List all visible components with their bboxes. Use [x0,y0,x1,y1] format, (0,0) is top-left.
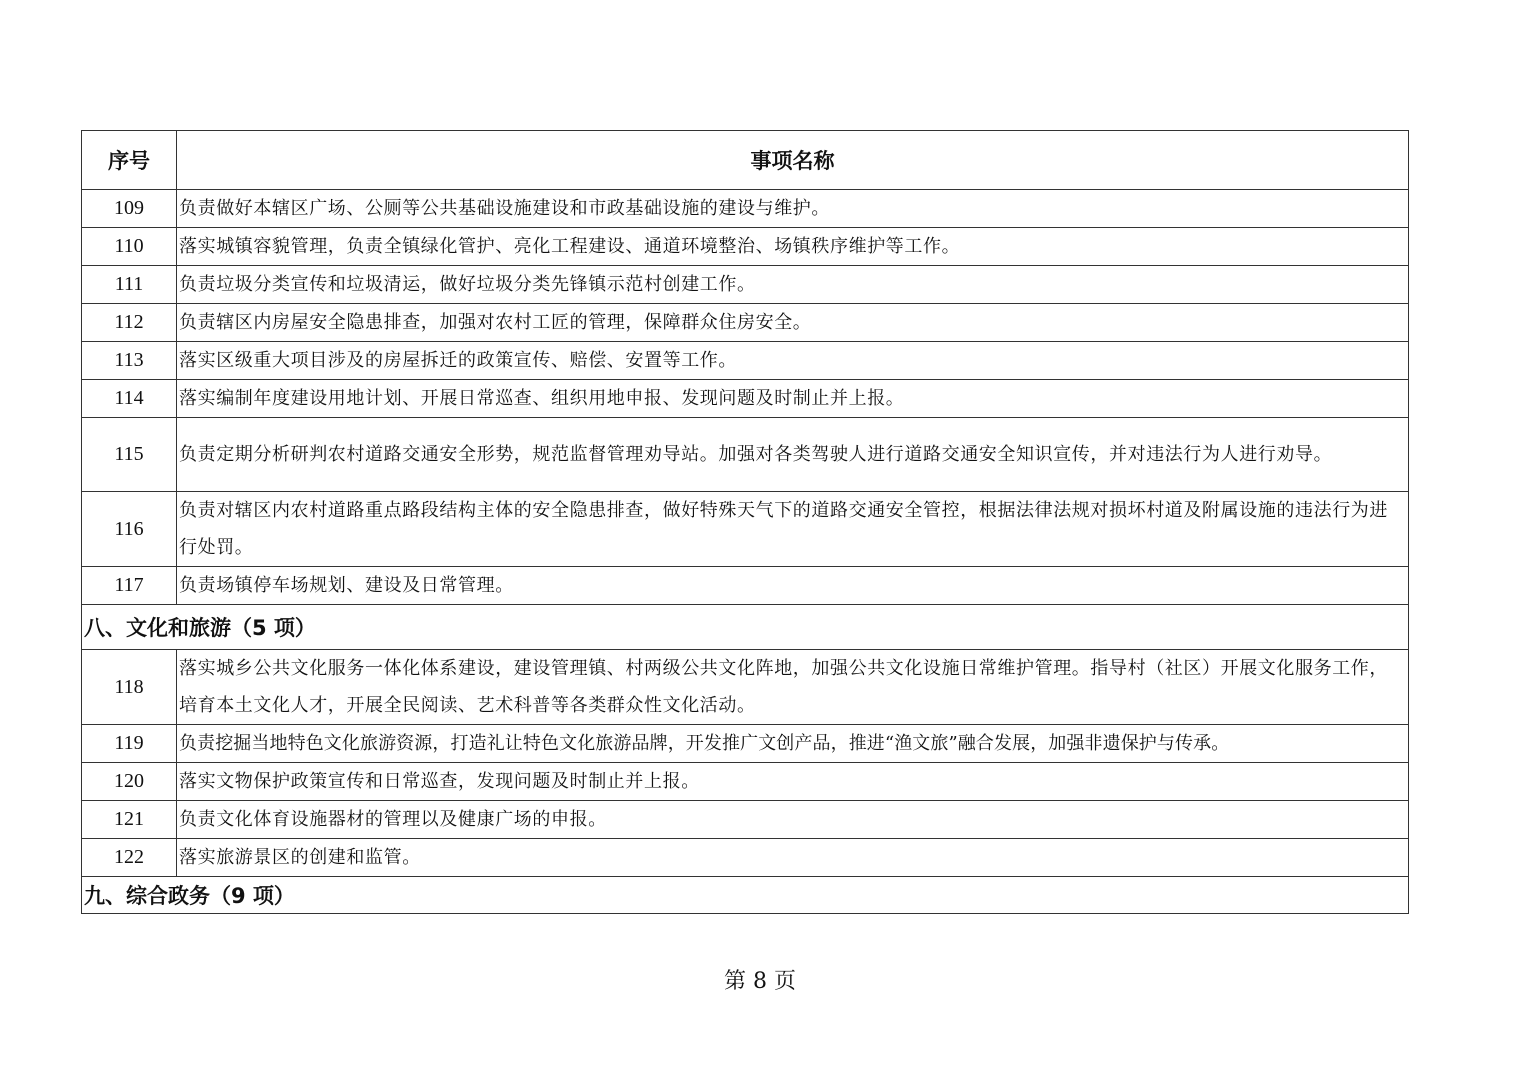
table-row [82,342,1409,380]
row-item-name: 落实区级重大项目涉及的房屋拆迁的政策宣传、赔偿、安置等工作。 [177,342,1409,380]
row-number: 112 [82,304,177,342]
row-item-name: 落实城乡公共文化服务一体化体系建设，建设管理镇、村两级公共文化阵地，加强公共文化设施日常维护管理。指导村（社区）开展文化服务工作，培育本土文化人才，开展全民阅读、艺术科普等各类群众性文化活动。 [177,650,1409,725]
row-item-name: 负责文化体育设施器材的管理以及健康广场的申报。 [177,801,1409,839]
table-row [82,650,1409,725]
table-row [82,567,1409,605]
row-number: 109 [82,190,177,228]
table-row [82,801,1409,839]
row-number: 121 [82,801,177,839]
table-row [82,725,1409,763]
row-item-name: 落实文物保护政策宣传和日常巡查，发现问题及时制止并上报。 [177,763,1409,801]
table-row [82,266,1409,304]
row-number: 117 [82,567,177,605]
row-number: 113 [82,342,177,380]
row-item-name: 负责挖掘当地特色文化旅游资源，打造礼让特色文化旅游品牌，开发推广文创产品，推进“渔文旅”融合发展，加强非遗保护与传承。 [177,725,1409,763]
table-row [82,492,1409,567]
row-number: 122 [82,839,177,877]
row-number: 118 [82,650,177,725]
row-item-name: 负责垃圾分类宣传和垃圾清运，做好垃圾分类先锋镇示范村创建工作。 [177,266,1409,304]
row-number: 115 [82,418,177,492]
row-number: 114 [82,380,177,418]
items-table [81,130,1409,914]
header-item-name: 事项名称 [177,131,1409,190]
section-heading-row [82,877,1409,914]
row-item-name: 落实城镇容貌管理，负责全镇绿化管护、亮化工程建设、通道环境整治、场镇秩序维护等工作。 [177,228,1409,266]
row-number: 120 [82,763,177,801]
row-item-name: 负责辖区内房屋安全隐患排查，加强对农村工匠的管理，保障群众住房安全。 [177,304,1409,342]
table-row [82,228,1409,266]
row-number: 111 [82,266,177,304]
row-item-name: 负责定期分析研判农村道路交通安全形势，规范监督管理劝导站。加强对各类驾驶人进行道路交通安全知识宣传，并对违法行为人进行劝导。 [177,418,1409,492]
row-number: 110 [82,228,177,266]
row-number: 119 [82,725,177,763]
section-heading-row [82,605,1409,650]
table-row [82,190,1409,228]
header-serial-number: 序号 [82,131,177,190]
row-item-name: 负责做好本辖区广场、公厕等公共基础设施建设和市政基础设施的建设与维护。 [177,190,1409,228]
table-row [82,380,1409,418]
row-item-name: 负责场镇停车场规划、建设及日常管理。 [177,567,1409,605]
table-header-row [82,131,1409,190]
row-item-name: 负责对辖区内农村道路重点路段结构主体的安全隐患排查，做好特殊天气下的道路交通安全管控，根据法律法规对损坏村道及附属设施的违法行为进行处罚。 [177,492,1409,567]
row-item-name: 落实旅游景区的创建和监管。 [177,839,1409,877]
table-row [82,839,1409,877]
row-number: 116 [82,492,177,567]
table-row [82,418,1409,492]
table-row [82,304,1409,342]
row-item-name: 落实编制年度建设用地计划、开展日常巡查、组织用地申报、发现问题及时制止并上报。 [177,380,1409,418]
section-heading-culture-tourism: 八、文化和旅游（5 项） [82,605,1409,650]
page-number: 第 8 页 [724,969,796,994]
section-heading-general-affairs: 九、综合政务（9 项） [82,877,1409,914]
table-row [82,763,1409,801]
